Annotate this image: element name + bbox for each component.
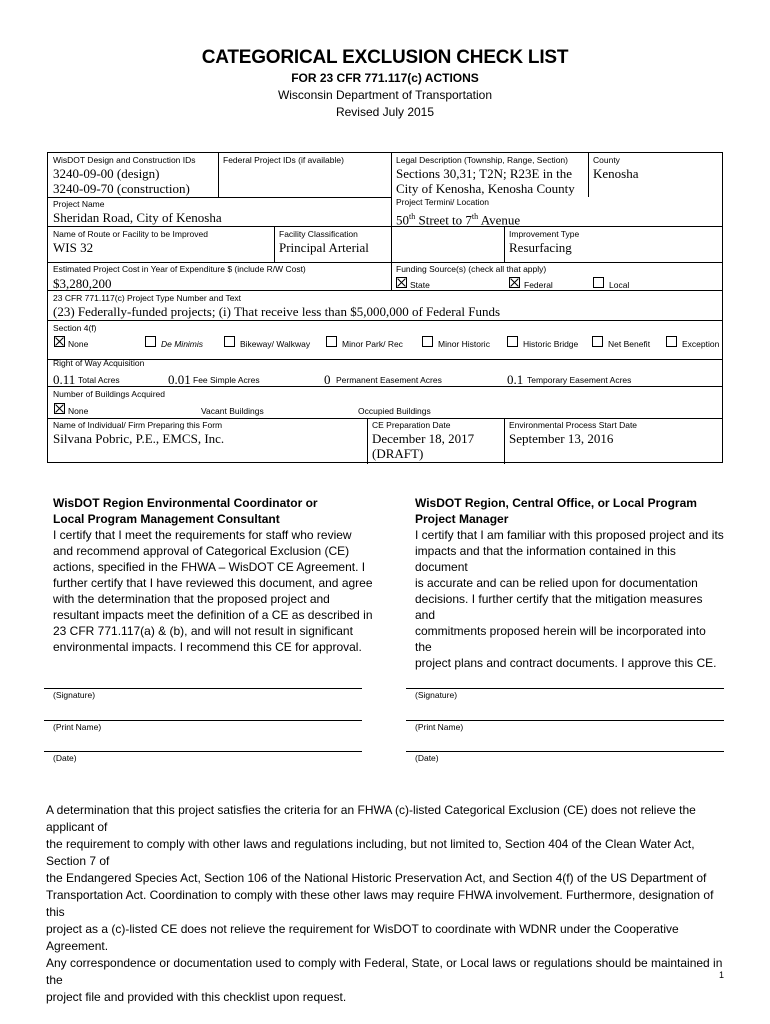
s4f-bridge-label: Historic Bridge <box>523 339 579 349</box>
left-print-name-label: (Print Name) <box>53 722 102 732</box>
project-termini-value[interactable]: 50th Street to 7th Avenue <box>396 212 521 228</box>
s4f-historic-checkbox[interactable] <box>422 336 433 347</box>
project-type-label: 23 CFR 771.117(c) Project Type Number and Text <box>53 293 242 303</box>
right-date-label: (Date) <box>415 753 439 763</box>
construction-id-value[interactable]: 3240-09-70 (construction) <box>53 181 190 196</box>
left-cert-heading-2: Local Program Management Consultant <box>53 512 280 526</box>
row-acquisition-label: Right of Way Acquisition <box>53 358 145 368</box>
row-perm-label: Permanent Easement Acres <box>336 375 442 385</box>
row-temp-label: Temporary Easement Acres <box>527 375 632 385</box>
disclaimer-line: Transportation Act. Coordination to comply with these other laws may require FHWA involvement. Furthermore, designation of this <box>46 888 714 919</box>
project-name-label: Project Name <box>53 199 105 209</box>
left-certification <box>53 495 373 655</box>
right-signature-label: (Signature) <box>415 690 458 700</box>
prep-date-draft: (DRAFT) <box>372 446 424 461</box>
right-cert-line: decisions. I further certify that the mitigation measures and <box>415 592 703 622</box>
row-total-value[interactable]: 0.11 <box>53 372 76 387</box>
env-start-label: Environmental Process Start Date <box>509 420 638 430</box>
funding-federal-label: Federal <box>524 280 553 290</box>
design-ids-label: WisDOT Design and Construction IDs <box>53 155 196 165</box>
checklist-form <box>47 152 723 463</box>
s4f-park-label: Minor Park/ Rec <box>342 339 403 349</box>
disclaimer-line: the Endangered Species Act, Section 106 of the National Historic Preservation Act, and Section 4(f) of the US Department of <box>46 871 707 885</box>
right-date-line[interactable] <box>406 751 724 752</box>
page-subtitle: FOR 23 CFR 771.117(c) ACTIONS <box>291 71 479 85</box>
agency-name: Wisconsin Department of Transportation <box>277 88 493 102</box>
left-cert-line: 23 CFR 771.117(a) & (b), and will not result in significant <box>53 624 353 638</box>
left-signature-line[interactable] <box>44 688 362 689</box>
right-print-name-line[interactable] <box>406 720 724 721</box>
s4f-bridge-checkbox[interactable] <box>507 336 518 347</box>
s4f-deminimis-checkbox[interactable] <box>145 336 156 347</box>
disclaimer-line: A determination that this project satisfies the criteria for an FHWA (c)-listed Categorical Exclusion (CE) does not relieve the applicant of <box>46 803 696 834</box>
env-start-value[interactable]: September 13, 2016 <box>509 431 614 446</box>
s4f-none-label: None <box>68 339 89 349</box>
federal-ids-label: Federal Project IDs (if available) <box>223 155 344 165</box>
funding-label: Funding Source(s) (check all that apply) <box>396 264 547 274</box>
county-label: County <box>593 155 620 165</box>
left-cert-line: with the determination that the proposed project and <box>53 592 330 606</box>
route-label: Name of Route or Facility to be Improved <box>53 229 208 239</box>
right-cert-heading-1: WisDOT Region, Central Office, or Local Program <box>415 496 697 510</box>
left-cert-line: I certify that I meet the requirements for staff who review <box>53 528 352 542</box>
buildings-label: Number of Buildings Acquired <box>53 389 165 399</box>
improvement-type-value[interactable]: Resurfacing <box>509 240 572 255</box>
preparer-value[interactable]: Silvana Pobric, P.E., EMCS, Inc. <box>53 431 225 446</box>
county-value[interactable]: Kenosha <box>593 166 639 181</box>
left-date-line[interactable] <box>44 751 362 752</box>
left-cert-line: further certify that I have reviewed this document, and agree <box>53 576 373 590</box>
row-temp-value[interactable]: 0.1 <box>507 372 524 387</box>
left-date-label: (Date) <box>53 753 77 763</box>
legal-description-value-2[interactable]: City of Kenosha, Kenosha County <box>396 181 575 196</box>
facility-classification-value[interactable]: Principal Arterial <box>279 240 369 255</box>
prep-date-value[interactable]: December 18, 2017 <box>372 431 475 446</box>
disclaimer-line: project as a (c)-listed CE does not relieve the requirement for WisDOT to coordinate with WDNR under the Cooperative Agreement. <box>46 922 679 953</box>
funding-local-checkbox[interactable] <box>593 277 604 288</box>
revision-date: Revised July 2015 <box>335 105 435 119</box>
left-signature-label: (Signature) <box>53 690 96 700</box>
cost-value[interactable]: $3,280,200 <box>53 276 112 291</box>
disclaimer-paragraph <box>46 802 728 1006</box>
right-print-name-label: (Print Name) <box>415 722 464 732</box>
funding-state-checkbox[interactable] <box>396 277 407 288</box>
disclaimer-line: Any correspondence or documentation used to comply with Federal, State, or Local laws or regulations should be maintained in the <box>46 956 723 987</box>
left-cert-line: actions, specified in the FHWA – WisDOT CE Agreement. I <box>53 560 366 574</box>
route-value[interactable]: WIS 32 <box>53 240 94 255</box>
legal-description-value-1[interactable]: Sections 30,31; T2N; R23E in the <box>396 166 572 181</box>
funding-state-label: State <box>410 280 430 290</box>
s4f-exception-label: Exception <box>682 339 720 349</box>
left-cert-line: resultant impacts meet the definition of a CE as described in <box>53 608 373 622</box>
project-termini-label: Project Termini/ Location <box>396 197 489 207</box>
right-cert-line: project plans and contract documents. I approve this CE. <box>415 656 717 670</box>
row-total-label: Total Acres <box>78 375 120 385</box>
bld-none-checkbox[interactable] <box>54 403 65 414</box>
funding-federal-checkbox[interactable] <box>509 277 520 288</box>
s4f-none-checkbox[interactable] <box>54 336 65 347</box>
bld-occupied-label: Occupied Buildings <box>358 406 431 416</box>
bld-vacant-label: Vacant Buildings <box>201 406 264 416</box>
left-print-name-line[interactable] <box>44 720 362 721</box>
page-number: 1 <box>718 970 724 980</box>
funding-local-label: Local <box>609 280 630 290</box>
prep-date-label: CE Preparation Date <box>372 420 451 430</box>
s4f-exception-checkbox[interactable] <box>666 336 677 347</box>
s4f-netbenefit-label: Net Benefit <box>608 339 651 349</box>
right-certification <box>415 495 725 671</box>
right-cert-line: impacts and that the information contained in this document <box>415 544 676 574</box>
legal-description-label: Legal Description (Township, Range, Section) <box>396 155 568 165</box>
project-type-value[interactable]: (23) Federally-funded projects; (i) That receive less than $5,000,000 of Federal Funds <box>53 304 501 319</box>
disclaimer-line: the requirement to comply with other laws and regulations including, but not limited to, Section 404 of the Clean Water Act, Section 7 of <box>46 837 695 868</box>
s4f-deminimis-label: De Minimis <box>161 339 204 349</box>
s4f-netbenefit-checkbox[interactable] <box>592 336 603 347</box>
s4f-bikeway-checkbox[interactable] <box>224 336 235 347</box>
row-fee-label: Fee Simple Acres <box>193 375 260 385</box>
improvement-type-label: Improvement Type <box>509 229 580 239</box>
design-id-value[interactable]: 3240-09-00 (design) <box>53 166 160 181</box>
left-cert-line: environmental impacts. I recommend this CE for approval. <box>53 640 362 654</box>
s4f-historic-label: Minor Historic <box>438 339 490 349</box>
cost-label: Estimated Project Cost in Year of Expenditure $ (include R/W Cost) <box>53 264 306 274</box>
project-name-value[interactable]: Sheridan Road, City of Kenosha <box>53 210 222 225</box>
page-title: CATEGORICAL EXCLUSION CHECK LIST <box>201 47 569 68</box>
right-cert-line: is accurate and can be relied upon for documentation <box>415 576 698 590</box>
row-perm-value[interactable]: 0 <box>324 372 331 387</box>
bld-none-label: None <box>68 406 89 416</box>
s4f-park-checkbox[interactable] <box>326 336 337 347</box>
row-fee-value[interactable]: 0.01 <box>168 372 191 387</box>
section-4f-label: Section 4(f) <box>53 323 97 333</box>
preparer-label: Name of Individual/ Firm Preparing this Form <box>53 420 223 430</box>
right-cert-line: I certify that I am familiar with this proposed project and its <box>415 528 724 542</box>
s4f-bikeway-label: Bikeway/ Walkway <box>240 339 311 349</box>
left-cert-line: and recommend approval of Categorical Exclusion (CE) <box>53 544 350 558</box>
disclaimer-line: project file and provided with this checklist upon request. <box>46 990 347 1004</box>
right-signature-line[interactable] <box>406 688 724 689</box>
right-cert-line: commitments proposed herein will be incorporated into the <box>415 624 706 654</box>
right-cert-heading-2: Project Manager <box>415 512 509 526</box>
facility-classification-label: Facility Classification <box>279 229 358 239</box>
left-cert-heading-1: WisDOT Region Environmental Coordinator or <box>53 496 318 510</box>
